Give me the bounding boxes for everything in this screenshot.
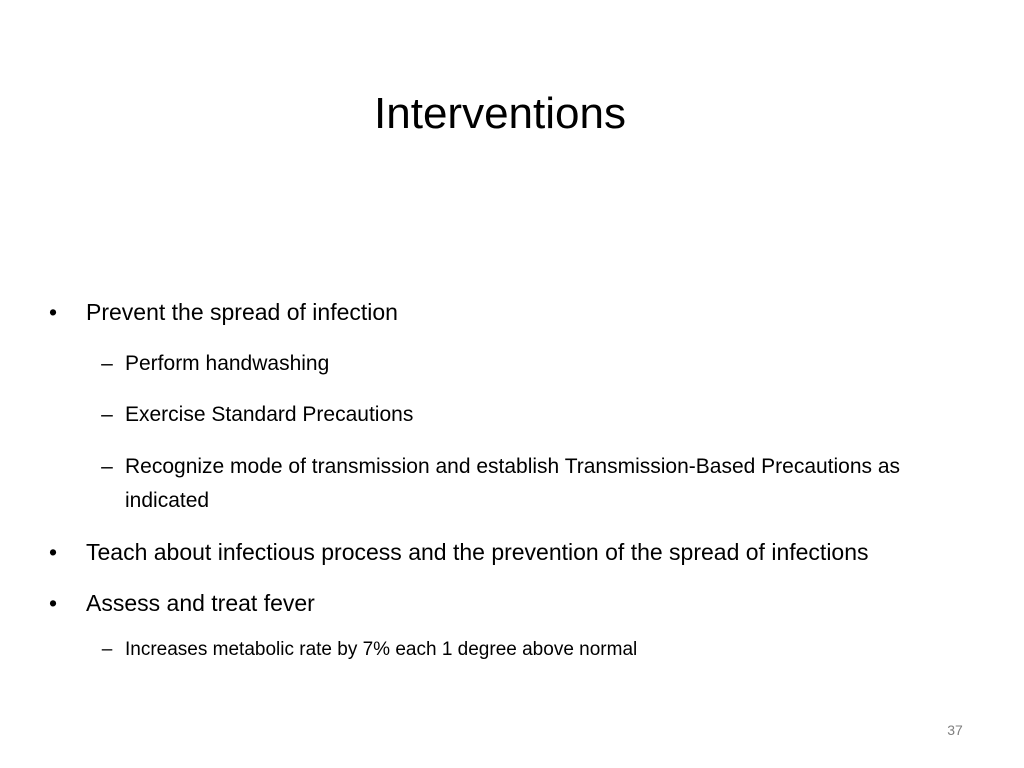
sub-bullet-text: Recognize mode of transmission and establish Transmission-Based Precautions as indicated	[125, 455, 901, 512]
dash-marker: –	[101, 639, 113, 660]
slide-title: Interventions	[374, 89, 626, 138]
sub-bullet-text: Increases metabolic rate by 7% each 1 degree above normal	[125, 639, 638, 660]
dash-marker: –	[101, 352, 113, 375]
bullet-marker: •	[48, 299, 58, 325]
dash-marker: –	[101, 455, 113, 478]
bullet-marker: •	[48, 590, 58, 616]
sub-bullet-item	[101, 398, 414, 432]
bullet-marker: •	[48, 539, 58, 565]
sub-bullet-item	[101, 450, 915, 518]
page-number: 37	[947, 722, 963, 738]
bullet-item	[48, 297, 398, 327]
dash-marker: –	[101, 403, 113, 426]
sub-bullet-item	[101, 347, 330, 381]
sub-bullet-text: Perform handwashing	[125, 352, 330, 375]
bullet-text: Prevent the spread of infection	[86, 299, 398, 325]
sub-bullet-text: Exercise Standard Precautions	[125, 403, 414, 426]
bullet-item	[48, 588, 315, 618]
sub-bullet-item	[101, 637, 638, 663]
bullet-text: Teach about infectious process and the prevention of the spread of infections	[86, 539, 869, 565]
bullet-item	[48, 537, 869, 567]
bullet-text: Assess and treat fever	[86, 590, 315, 616]
